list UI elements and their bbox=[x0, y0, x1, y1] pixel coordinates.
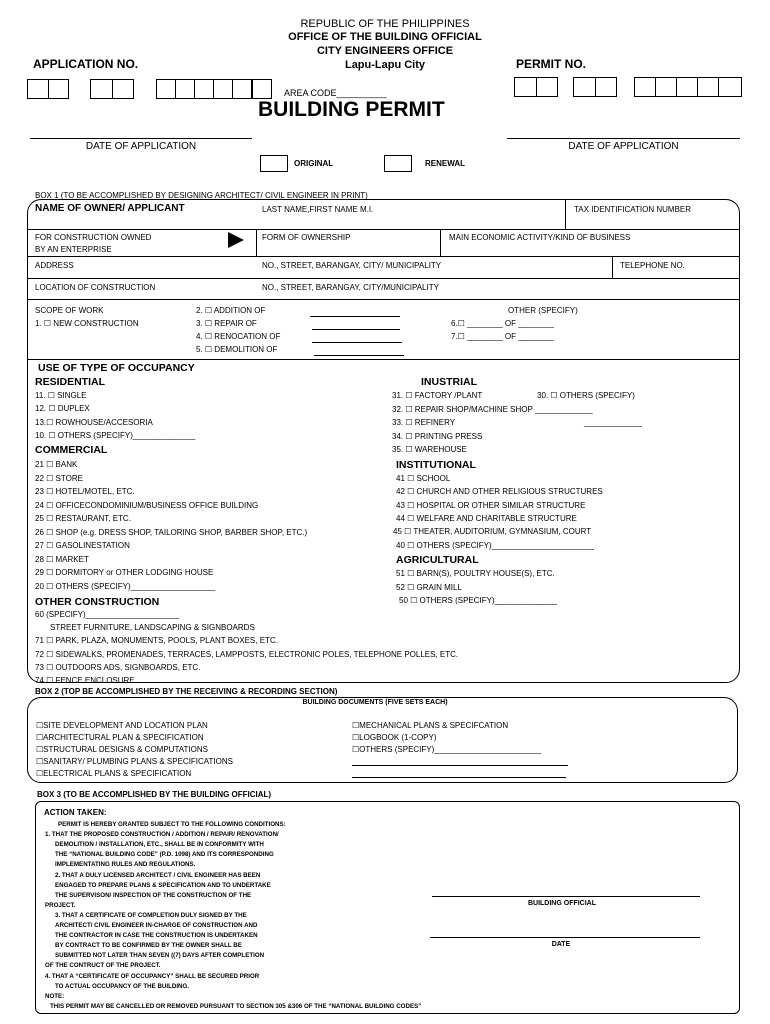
original-checkbox[interactable] bbox=[260, 155, 288, 172]
condition-line: 4. THAT A “CERTIFICATE OF OCCUPANCY” SHALL BE SECURED PRIOR bbox=[45, 972, 260, 980]
condition-line: ENGAGED TO PREPARE PLANS & SPECIFICATION AND TO UNDERTAKE bbox=[55, 881, 271, 889]
other-construction-heading: OTHER CONSTRUCTION bbox=[35, 596, 160, 608]
document-option[interactable]: ☐STRUCTURAL DESIGNS & COMPUTATIONS bbox=[36, 745, 208, 754]
original-label: ORIGINAL bbox=[294, 159, 334, 168]
construction-owned-label-2: BY AN ENTERPRISE bbox=[35, 245, 112, 254]
document-option[interactable]: ☐SITE DEVELOPMENT AND LOCATION PLAN bbox=[36, 721, 208, 730]
last-name-label: LAST NAME,FIRST NAME M.I. bbox=[262, 205, 374, 214]
industrial-option[interactable]: 34. ☐ PRINTING PRESS bbox=[392, 431, 483, 441]
commercial-option[interactable]: 23 ☐ HOTEL/MOTEL, ETC. bbox=[35, 487, 135, 496]
other-construction-option[interactable]: 60 (SPECIFY)_____________________ bbox=[35, 610, 180, 619]
condition-line: NOTE: bbox=[45, 992, 65, 1000]
other-specify-label: OTHER (SPECIFY) bbox=[508, 306, 578, 315]
commercial-option[interactable]: 21 ☐ BANK bbox=[35, 460, 78, 469]
renewal-label: RENEWAL bbox=[425, 159, 465, 168]
commercial-heading: COMMERCIAL bbox=[35, 444, 108, 456]
action-taken-label: ACTION TAKEN: bbox=[44, 808, 107, 817]
occupancy-heading: USE OF TYPE OF OCCUPANCY bbox=[38, 362, 195, 374]
renewal-checkbox[interactable] bbox=[384, 155, 412, 172]
permit-no-label: PERMIT NO. bbox=[516, 57, 587, 71]
commercial-option[interactable]: 25 ☐ RESTAURANT, ETC. bbox=[35, 514, 131, 523]
institutional-option[interactable]: 40 ☐ OTHERS (SPECIFY)_______________________ bbox=[396, 540, 594, 550]
box2-heading: BOX 2 (TOP BE ACCOMPLISHED BY THE RECEIVING & RECORDING SECTION) bbox=[35, 687, 338, 696]
agricultural-option[interactable]: 52 ☐ GRAIN MILL bbox=[396, 582, 462, 592]
condition-line: TO ACTUAL OCCUPANCY OF THE BUILDING. bbox=[55, 982, 190, 990]
location-label: LOCATION OF CONSTRUCTION bbox=[35, 283, 156, 292]
document-option[interactable]: ☐MECHANICAL PLANS & SPECIFCATION bbox=[352, 721, 509, 730]
industrial-heading: INUSTRIAL bbox=[421, 376, 477, 388]
residential-heading: RESIDENTIAL bbox=[35, 376, 106, 388]
condition-line: PERMIT IS HEREBY GRANTED SUBJECT TO THE FOLLOWING CONDITIONS: bbox=[58, 821, 286, 828]
institutional-option[interactable]: 42 ☐ CHURCH AND OTHER RELIGIOUS STRUCTURES bbox=[396, 487, 603, 497]
building-official-signature-line[interactable] bbox=[432, 896, 700, 897]
form-ownership-label: FORM OF OWNERSHIP bbox=[262, 233, 351, 242]
industrial-option[interactable]: 33. ☐ REFINERY bbox=[392, 418, 456, 427]
residential-option[interactable]: 10. ☐ OTHERS (SPECIFY)______________ bbox=[35, 430, 196, 440]
condition-line: PROJECT. bbox=[45, 901, 76, 909]
condition-line: ARCHITECT/ CIVIL ENGINEER IN-CHARGE OF CONSTRUCTION AND bbox=[55, 922, 258, 929]
commercial-option[interactable]: 28 ☐ MARKET bbox=[35, 554, 89, 564]
commercial-option[interactable]: 29 ☐ DORMITORY or OTHER LODGING HOUSE bbox=[35, 568, 214, 577]
commercial-option[interactable]: 22 ☐ STORE bbox=[35, 473, 83, 483]
header-city-engineers: CITY ENGINEERS OFFICE bbox=[316, 45, 454, 57]
owner-label: NAME OF OWNER/ APPLICANT bbox=[35, 203, 185, 214]
box1-heading: BOX 1 (TO BE ACCOMPLISHED BY DESIGNING ARCHITECT/ CIVIL ENGINEER IN PRINT) bbox=[35, 191, 368, 200]
date-label: DATE bbox=[551, 941, 571, 948]
other-construction-option[interactable]: 74 ☐ FENCE ENCLOSURE bbox=[35, 676, 135, 685]
box3-heading: BOX 3 (TO BE ACCOMPLISHED BY THE BUILDING OFFICIAL) bbox=[37, 790, 272, 799]
other-construction-option[interactable]: 72 ☐ SIDEWALKS, PROMENADES, TERRACES, LAMPPOSTS, ELECTRONIC POLES, TELEPHONE POLLES, ETC. bbox=[35, 649, 459, 659]
commercial-option[interactable]: 24 ☐ OFFICECONDOMINIUM/BUSINESS OFFICE BUILDING bbox=[35, 500, 259, 510]
other-construction-option[interactable]: 71 ☐ PARK, PLAZA, MONUMENTS, POOLS, PLANT BOXES, ETC. bbox=[35, 636, 278, 646]
scope-other-6[interactable]: 6.☐ ________ OF ________ bbox=[451, 319, 554, 328]
tin-label: TAX IDENTIFICATION NUMBER bbox=[574, 205, 692, 214]
date-line-right bbox=[507, 138, 740, 139]
other-construction-option[interactable]: STREET FURNITURE, LANDSCAPING & SIGNBOARDS bbox=[50, 623, 255, 633]
document-option[interactable]: ☐ARCHITECTURAL PLAN & SPECIFICATION bbox=[36, 733, 204, 742]
industrial-option[interactable]: 35. ☐ WAREHOUSE bbox=[392, 445, 467, 454]
scope-repair[interactable]: 3. ☐ REPAIR OF bbox=[196, 319, 257, 328]
location-detail: NO., STREET, BARANGAY, CITY/MUNICIPALITY bbox=[262, 283, 439, 292]
commercial-option[interactable]: 20 ☐ OTHERS (SPECIFY)___________________ bbox=[35, 581, 216, 591]
residential-option[interactable]: 11. ☐ SINGLE bbox=[35, 391, 87, 400]
scope-label: SCOPE OF WORK bbox=[35, 306, 104, 315]
document-option[interactable]: ☐OTHERS (SPECIFY)________________________ bbox=[352, 745, 542, 754]
residential-option[interactable]: 13.☐ ROWHOUSE/ACCESORIA bbox=[35, 417, 153, 427]
scope-other-7[interactable]: 7.☐ ________ OF ________ bbox=[451, 332, 554, 341]
application-no-label: APPLICATION NO. bbox=[33, 57, 139, 71]
institutional-option[interactable]: 45 ☐ THEATER, AUDITORIUM, GYMNASIUM, COURT bbox=[393, 527, 592, 537]
agricultural-heading: AGRICULTURAL bbox=[396, 554, 479, 566]
page-title: BUILDING PERMIT bbox=[258, 98, 445, 121]
industrial-option[interactable]: 32. ☐ REPAIR SHOP/MACHINE SHOP _____________ bbox=[392, 404, 593, 414]
condition-line: 1. THAT THE PROPOSED CONSTRUCTION / ADDITION / REPAIR/ RENOVATION/ bbox=[45, 831, 279, 839]
building-official-label: BUILDING OFFICIAL bbox=[527, 900, 597, 907]
main-activity-label: MAIN ECONOMIC ACTIVITY/KIND OF BUSINESS bbox=[449, 233, 631, 242]
scope-renocation[interactable]: 4. ☐ RENOCATION OF bbox=[196, 332, 281, 341]
condition-line: IMPLEMENTATING RULES AND REGULATIONS. bbox=[55, 861, 196, 869]
condition-line: 2. THAT A DULY LICENSED ARCHITECT / CIVIL ENGINEER HAS BEEN bbox=[55, 871, 261, 879]
industrial-option[interactable]: 31. ☐ FACTORY /PLANT bbox=[392, 391, 483, 400]
construction-owned-label: FOR CONSTRUCTION OWNED bbox=[35, 233, 152, 242]
condition-line: OF THE CONTRUCT OF THE PROJECT. bbox=[45, 962, 161, 970]
document-option[interactable]: ☐LOGBOOK (1-COPY) bbox=[352, 733, 437, 742]
other-construction-option[interactable]: 73 ☐ OUTDOORS ADS, SIGNBOARDS, ETC. bbox=[35, 662, 201, 672]
condition-line: BY CONTRACT TO BE CONFIRMED BY THE OWNER SHALL BE bbox=[55, 942, 242, 950]
scope-new-construction[interactable]: 1. ☐ NEW CONSTRUCTION bbox=[35, 319, 139, 328]
commercial-option[interactable]: 26 ☐ SHOP (e.g. DRESS SHOP, TAILORING SHOP, BARBER SHOP, ETC.) bbox=[35, 527, 308, 537]
scope-demolition[interactable]: 5. ☐ DEMOLITION OF bbox=[196, 345, 278, 354]
ind-others-blank[interactable]: _____________ bbox=[584, 418, 642, 427]
header-office: OFFICE OF THE BUILDING OFFICIAL bbox=[288, 31, 482, 43]
condition-line: THE SUPERVISON/ INSPECTION OF THE CONSTRUCTION OF THE bbox=[55, 891, 252, 899]
condition-line: 3. THAT A CERTIFICATE OF COMPLETION DULY SIGNED BY THE bbox=[55, 911, 247, 919]
institutional-option[interactable]: 43 ☐ HOSPITAL OR OTHER SIMILAR STRUCTURE bbox=[396, 500, 586, 510]
area-code[interactable]: AREA CODE__________ bbox=[284, 88, 387, 98]
document-option[interactable]: ☐ELECTRICAL PLANS & SPECIFICATION bbox=[36, 769, 192, 778]
date-of-application-right: DATE OF APPLICATION bbox=[568, 141, 679, 152]
arrow-right-icon bbox=[228, 232, 244, 248]
date-of-application-left: DATE OF APPLICATION bbox=[85, 141, 197, 152]
ind-others[interactable]: 30. ☐ OTHERS (SPECIFY) bbox=[537, 391, 635, 400]
condition-line: THIS PERMIT MAY BE CANCELLED OR REMOVED PURSUANT TO SECTION 305 &306 OF THE “NATIONAL BUILDING CODES” bbox=[50, 1002, 422, 1010]
institutional-heading: INSTITUTIONAL bbox=[396, 459, 476, 471]
condition-line: SUBMITTED NOT LATER THAN SEVEN ((7) DAYS AFTER COMPLETION bbox=[55, 952, 265, 960]
agricultural-option[interactable]: 50 ☐ OTHERS (SPECIFY)______________ bbox=[399, 596, 557, 605]
header-city: Lapu-Lapu City bbox=[344, 59, 426, 71]
condition-line: THE CONTRACTOR IN CASE THE CONSTRUCTION IS UNDERTAKEN bbox=[55, 932, 258, 940]
institutional-option[interactable]: 41 ☐ SCHOOL bbox=[396, 474, 451, 483]
header-republic: REPUBLIC OF THE PHILIPPINES bbox=[300, 18, 470, 30]
condition-line: DEMOLITION / INSTALLATION, ETC., SHALL BE IN CONFORMITY WITH bbox=[55, 841, 264, 849]
scope-addition[interactable]: 2. ☐ ADDITION OF bbox=[196, 306, 266, 315]
address-label: ADDRESS bbox=[35, 261, 74, 270]
date-signature-line[interactable] bbox=[430, 937, 700, 938]
condition-line: THE “NATIONAL BUILDING CODE” (P.D. 1098) AND ITS CORRESPONDING bbox=[55, 851, 274, 859]
commercial-option[interactable]: 27 ☐ GASOLINESTATION bbox=[35, 541, 130, 550]
agricultural-option[interactable]: 51 ☐ BARN(S), POULTRY HOUSE(S), ETC. bbox=[396, 569, 555, 578]
telephone-label: TELEPHONE NO. bbox=[620, 261, 685, 270]
institutional-option[interactable]: 44 ☐ WELFARE AND CHARITABLE STRUCTURE bbox=[396, 513, 577, 523]
building-docs-heading: BUILDING DOCUMENTS (FIVE SETS EACH) bbox=[302, 699, 448, 706]
address-detail: NO., STREET, BARANGAY, CITY/ MUNICIPALITY bbox=[262, 261, 442, 270]
document-option[interactable]: ☐SANITARY/ PLUMBING PLANS & SPECIFICATIONS bbox=[36, 757, 233, 766]
residential-option[interactable]: 12. ☐ DUPLEX bbox=[35, 404, 90, 414]
date-line-left bbox=[30, 138, 252, 139]
